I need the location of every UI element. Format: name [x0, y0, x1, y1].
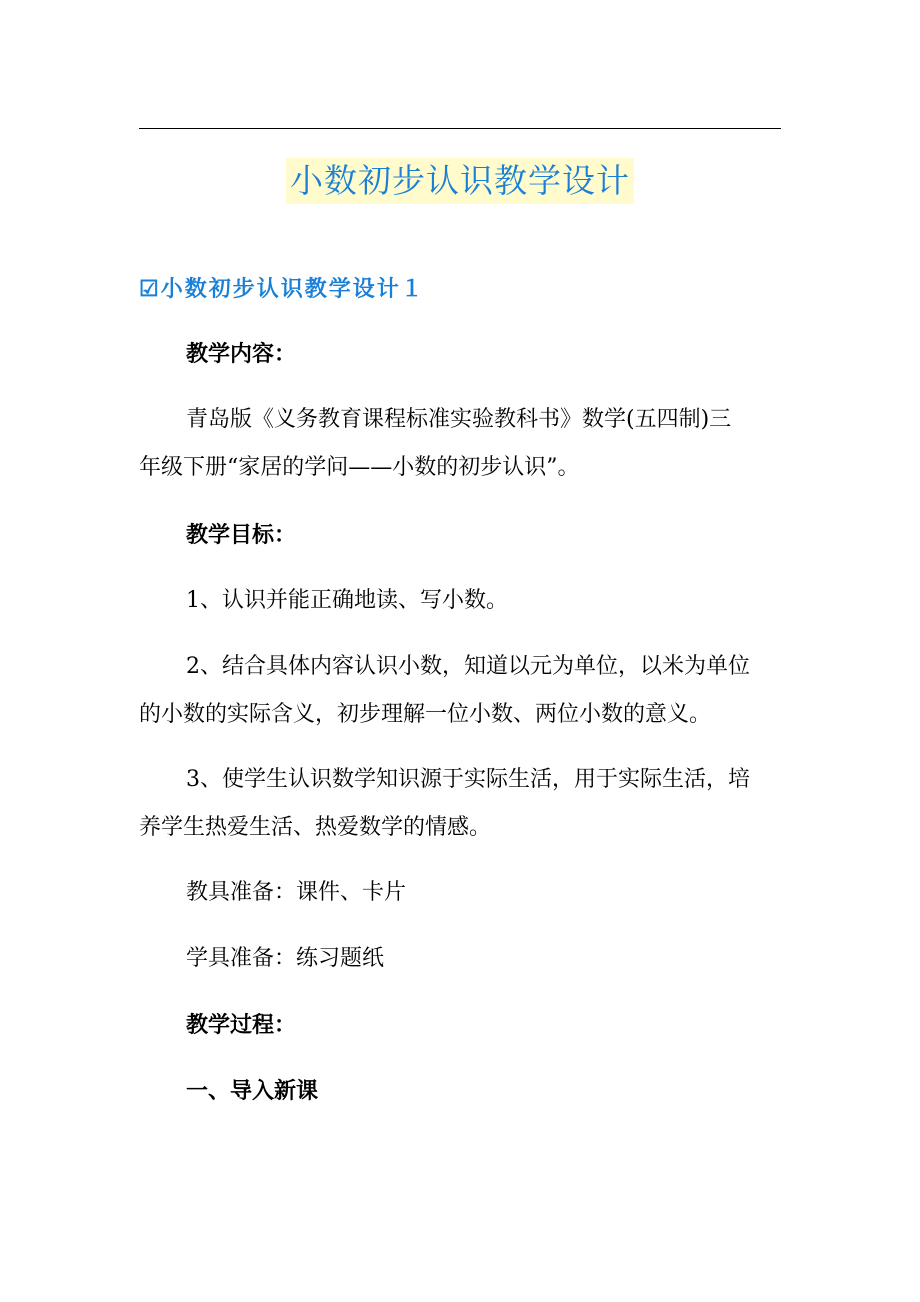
- title-container: [0, 158, 920, 204]
- goal-3-line-2: 养学生热爱生活、热爱数学的情感。: [139, 815, 492, 840]
- step-1-label: 一、导入新课: [186, 1078, 319, 1104]
- goal-3-paragraph: [139, 756, 781, 852]
- goal-2-line-2: 的小数的实际含义，初步理解一位小数、两位小数的意义。: [139, 702, 712, 727]
- content-paragraph: [139, 396, 781, 492]
- goal-2-line-1: 2、结合具体内容认识小数，知道以元为单位，以米为单位: [186, 654, 750, 679]
- goal-2-paragraph: [139, 643, 781, 739]
- goals-label: 教学目标：: [186, 522, 297, 548]
- goal-3-line-1: 3、使学生认识数学知识源于实际生活，用于实际生活，培: [186, 767, 750, 792]
- process-label: 教学过程：: [186, 1012, 297, 1038]
- section-heading: ☑小数初步认识教学设计１: [139, 276, 425, 302]
- teacher-tools: 教具准备：课件、卡片: [186, 880, 407, 905]
- content-line-1: 青岛版《义务教育课程标准实验教科书》数学(五四制)三: [186, 407, 732, 432]
- student-tools: 学具准备：练习题纸: [186, 946, 385, 971]
- content-label: 教学内容：: [186, 341, 297, 367]
- header-rule: [139, 128, 781, 129]
- goal-1: 1、认识并能正确地读、写小数。: [186, 588, 508, 613]
- document-title: 小数初步认识教学设计: [286, 158, 634, 204]
- content-line-2: 年级下册“家居的学问——小数的初步认识”。: [139, 455, 580, 480]
